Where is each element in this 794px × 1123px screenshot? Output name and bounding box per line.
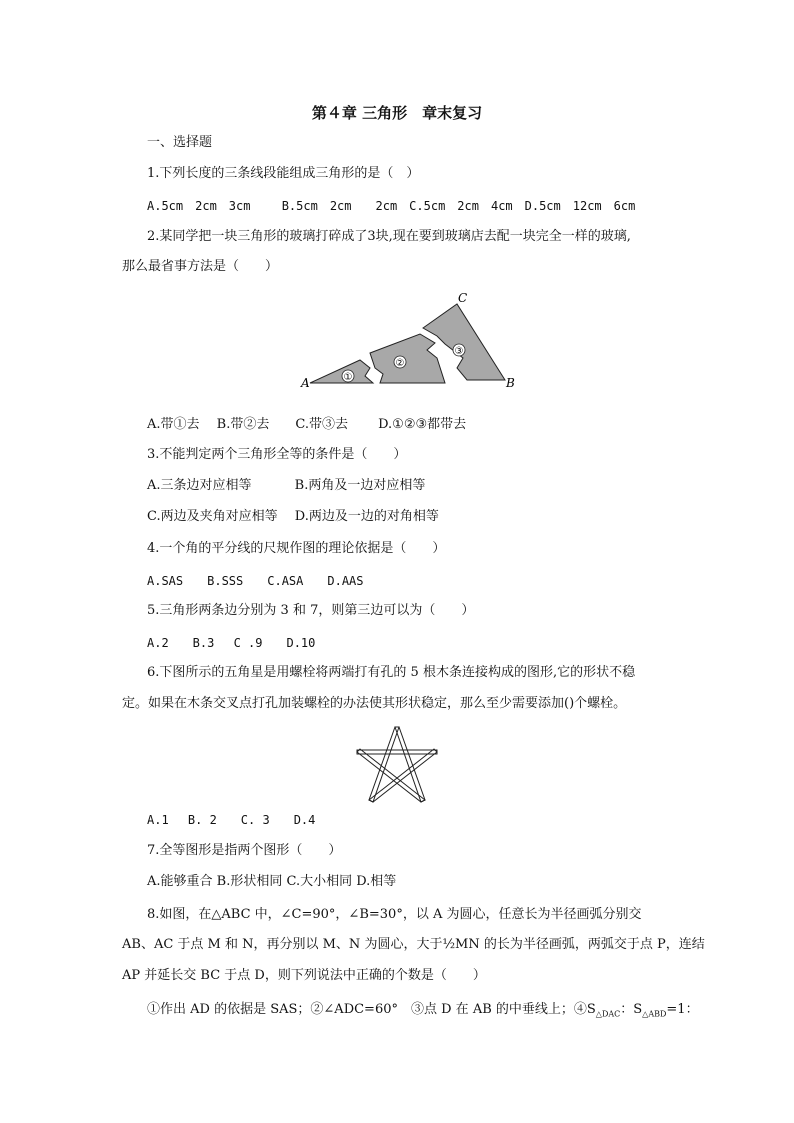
glass-piece-1 [310, 360, 373, 383]
subscript-dac: △DAC [595, 1009, 621, 1019]
vertex-a-label: A [301, 376, 310, 390]
piece-3-label: ③ [454, 346, 464, 357]
question-3-stem: 3.不能判定两个三角形全等的条件是（ ） [147, 447, 407, 462]
section-heading: 一、选择题 [147, 135, 213, 150]
question-8-statements-part-c: =1： [666, 1002, 699, 1017]
question-2-stem-line1: 2.某同学把一块三角形的玻璃打碎成了3块,现在要到玻璃店去配一块完全一样的玻璃, [147, 229, 631, 244]
five-pointed-star-figure [355, 724, 439, 804]
piece-1-label: ① [343, 372, 353, 383]
broken-glass-figure [295, 288, 525, 393]
piece-2-label: ② [395, 358, 405, 369]
subscript-abd: △ABD [642, 1009, 667, 1019]
question-3-options-line2: C.两边及夹角对应相等 D.两边及一边的对角相等 [147, 509, 439, 524]
question-8-statements-part-a: ①作出 AD 的依据是 SAS；②∠ADC=60° ③点 D 在 AB 的中垂线上；④S [147, 1002, 596, 1017]
question-2-stem-line2: 那么最省事方法是（ ） [122, 259, 279, 274]
question-4-stem: 4.一个角的平分线的尺规作图的理论依据是（ ） [147, 541, 446, 556]
page-title: 第４章 三角形 章末复习 [311, 104, 483, 122]
question-5-stem: 5.三角形两条边分别为 3 和 7，则第三边可以为（ ） [147, 603, 475, 618]
question-5-options: A.2 B.3 C .9 D.10 [147, 636, 316, 650]
vertex-c-label: C [458, 291, 468, 305]
question-8-stem-line2: AB、AC 于点 M 和 N，再分别以 M、N 为圆心，大于½MN 的长为半径画弧，两弧交于点 P，连结 [122, 937, 705, 952]
question-8-stem-line3: AP 并延长交 BC 于点 D，则下列说法中正确的个数是（ ） [122, 968, 486, 983]
question-3-options-line1: A.三条边对应相等 B.两角及一边对应相等 [147, 478, 426, 493]
question-8-stem-line1: 8.如图，在△ABC 中，∠C=90°，∠B=30°，以 A 为圆心，任意长为半径画弧分别交 [147, 907, 642, 922]
question-4-options: A.SAS B.SSS C.ASA D.AAS [147, 574, 364, 588]
question-8-statements-part-b: ：S [620, 1002, 643, 1017]
question-7-options: A.能够重合 B.形状相同 C.大小相同 D.相等 [147, 874, 397, 889]
glass-piece-2 [370, 334, 445, 383]
question-8-statements [147, 1001, 699, 1024]
question-7-stem: 7.全等图形是指两个图形（ ） [147, 843, 342, 858]
question-1-stem: 1.下列长度的三条线段能组成三角形的是（ ） [147, 166, 420, 181]
vertex-b-label: B [506, 376, 515, 390]
question-1-options: A.5cm 2cm 3cm B.5cm 2cm 2cm C.5cm 2cm 4cm D.5cm 12cm 6cm [147, 199, 636, 213]
question-2-options: A.带①去 B.带②去 C.带③去 D.①②③都带去 [147, 417, 467, 432]
question-6-stem-line2: 定。如果在木条交叉点打孔加装螺栓的办法使其形状稳定，那么至少需要添加()个螺栓。 [122, 696, 627, 711]
question-6-options: A.1 B. 2 C. 3 D.4 [147, 813, 316, 827]
question-6-stem-line1: 6.下图所示的五角星是用螺栓将两端打有孔的 5 根木条连接构成的图形,它的形状不稳 [147, 665, 636, 680]
